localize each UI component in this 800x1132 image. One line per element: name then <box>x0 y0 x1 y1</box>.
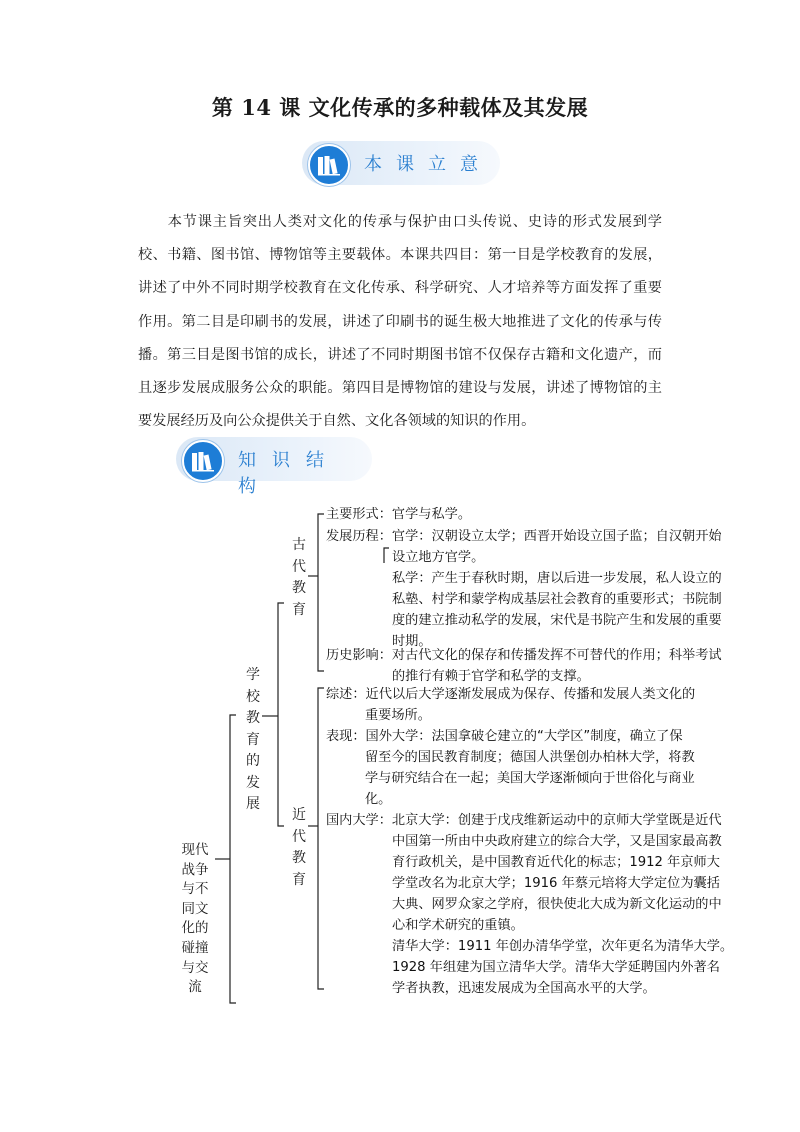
ancient-sixue-4: 时期。 <box>392 634 432 649</box>
modern-thu-3: 学者执教，迅速发展成为全国高水平的大学。 <box>392 981 656 996</box>
ancient-impact-1: 历史影响：对古代文化的保存和传播发挥不可替代的作用；科举考试 <box>326 648 722 663</box>
page-title: 第 14 课 文化传承的多种载体及其发展 <box>211 95 589 120</box>
ancient-sixue-1: 私学：产生于春秋时期，唐以后进一步发展，私人设立的 <box>392 571 722 586</box>
modern-pku-1: 国内大学：北京大学：创建于戊戌维新运动中的京师大学堂既是近代 <box>326 813 722 828</box>
modern-pku-2: 中国第一所由中央政府建立的综合大学，又是国家最高教 <box>392 834 722 849</box>
modern-pku-4: 学堂改名为北京大学；1916 年蔡元培将大学定位为囊括 <box>392 876 720 891</box>
ancient-education-label: 古 代 教 育 <box>292 537 306 618</box>
modern-summary-1: 综述：近代以后大学逐渐发展成为保存、传播和发展人类文化的 <box>326 687 696 702</box>
intro-text: 本节课主旨突出人类对文化的传承与保护由口头传说、史诗的形式发展到学校、书籍、图书馆、博物馆等主要载体。本课共四目：第一目是学校教育的发展，讲述了中外不同时期学校教育在文化传承、科学研究、人才培养等方面发挥了重要作用。第二目是印刷书的发展，讲述了印刷书的诞生极大地推进了文化的传承与传播。第三目是图书馆的成长，讲述了不同时期图书馆不仅保存古籍和文化遗产，而且逐步发展成服务公众的职能。第四目是博物馆的建设与发展，讲述了博物馆的主要发展经历及向公众提供关于自然、文化各领域的知识的作用。 <box>138 214 662 430</box>
ancient-history-guanxue-cont: 设立地方官学。 <box>392 550 485 565</box>
modern-foreign-3: 学与研究结合在一起；美国大学逐渐倾向于世俗化与商业 <box>365 771 695 786</box>
banner-label: 知识结构 <box>238 450 340 497</box>
modern-pku-6: 心和学术研究的重镇。 <box>392 918 524 933</box>
banner-label: 本课立意 <box>364 154 492 175</box>
root-label: 现代 战争 与不 同文 化的 碰撞 与交 流 <box>181 842 209 996</box>
ancient-impact-2: 的推行有赖于官学和私学的支撑。 <box>392 669 590 684</box>
ancient-history-guanxue: 发展历程：官学：汉朝设立太学；西晋开始设立国子监；自汉朝开始 <box>326 529 722 544</box>
school-education-label: 学 校 教 育 的 发 展 <box>246 667 260 812</box>
ancient-sixue-2: 私塾、村学和蒙学构成基层社会教育的重要形式；书院制 <box>392 592 722 607</box>
ancient-sixue-3: 度的建立推动私学的发展，宋代是书院产生和发展的重要 <box>392 613 722 628</box>
modern-foreign-4: 化。 <box>365 792 392 807</box>
modern-thu-1: 清华大学：1911 年创办清华学堂，次年更名为清华大学。 <box>392 939 734 954</box>
modern-education-label: 近 代 教 育 <box>292 807 306 888</box>
ancient-main-form: 主要形式：官学与私学。 <box>326 507 472 522</box>
modern-foreign-2: 留至今的国民教育制度；德国人洪堡创办柏林大学，将教 <box>365 750 695 765</box>
modern-thu-2: 1928 年组建为国立清华大学。清华大学延聘国内外著名 <box>392 960 720 975</box>
modern-summary-2: 重要场所。 <box>365 708 431 723</box>
modern-foreign-1: 表现：国外大学：法国拿破仑建立的“大学区”制度，确立了保 <box>326 729 683 744</box>
modern-pku-3: 育行政机关，是中国教育近代化的标志；1912 年京师大 <box>392 855 720 870</box>
modern-pku-5: 大典、网罗众家之学府，很快使北大成为新文化运动的中 <box>392 897 722 912</box>
